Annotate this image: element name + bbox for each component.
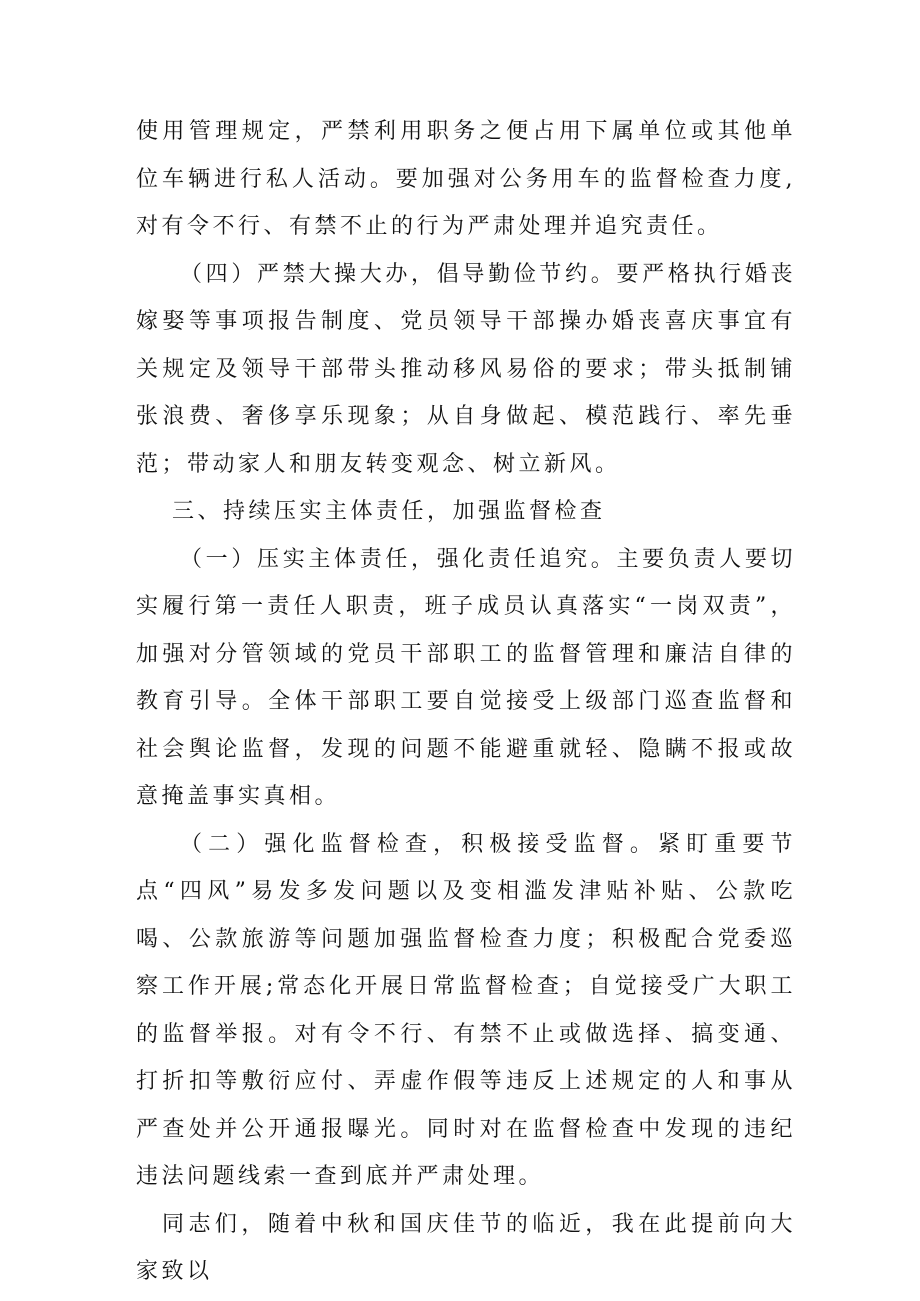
paragraph-subsection-two: （二）强化监督检查，积极接受监督。紧盯重要节点“四风”易发多发问题以及变相滥发津贴补贴、公款吃喝、公款旅游等问题加强监督检查力度；积极配合党委巡察工作开展;常态化开展日常监督检查；自觉接受广大职工的监督举报。对有令不行、有禁不止或做选择、搞变通、打折扣等敷衍应付、弄虚作假等违反上述规定的人和事从严查处并公开通报曝光。同时对在监督检查中发现的违纪违法问题线索一查到底并严肃处理。: [136, 831, 796, 1189]
paragraph-closing: 同志们，随着中秋和国庆佳节的临近，我在此提前向大家致以: [136, 1211, 796, 1284]
document-body: [136, 108, 796, 1296]
paragraph-subsection-one: （一）压实主体责任，强化责任追究。主要负责人要切实履行第一责任人职责，班子成员认真落实“一岗双责”，加强对分管领域的党员干部职工的监督管理和廉洁自律的教育引导。全体干部职工要自觉接受上级部门巡查监督和社会舆论监督，发现的问题不能避重就轻、隐瞒不报或故意掩盖事实真相。: [136, 546, 796, 809]
section-heading-three: 三、持续压实主体责任，加强监督检查: [172, 499, 606, 524]
paragraph-vehicle-rules: 使用管理规定，严禁利用职务之便占用下属单位或其他单位车辆进行私人活动。要加强对公务用车的监督检查力度,对有令不行、有禁不止的行为严肃处理并追究责任。: [136, 119, 796, 239]
paragraph-section-four: （四）严禁大操大办，倡导勤俭节约。要严格执行婚丧嫁娶等事项报告制度、党员领导干部操办婚丧喜庆事宜有关规定及领导干部带头推动移风易俗的要求；带头抵制铺张浪费、奢侈享乐现象；从自身做起、模范践行、率先垂范；带动家人和朋友转变观念、树立新风。: [136, 261, 796, 477]
